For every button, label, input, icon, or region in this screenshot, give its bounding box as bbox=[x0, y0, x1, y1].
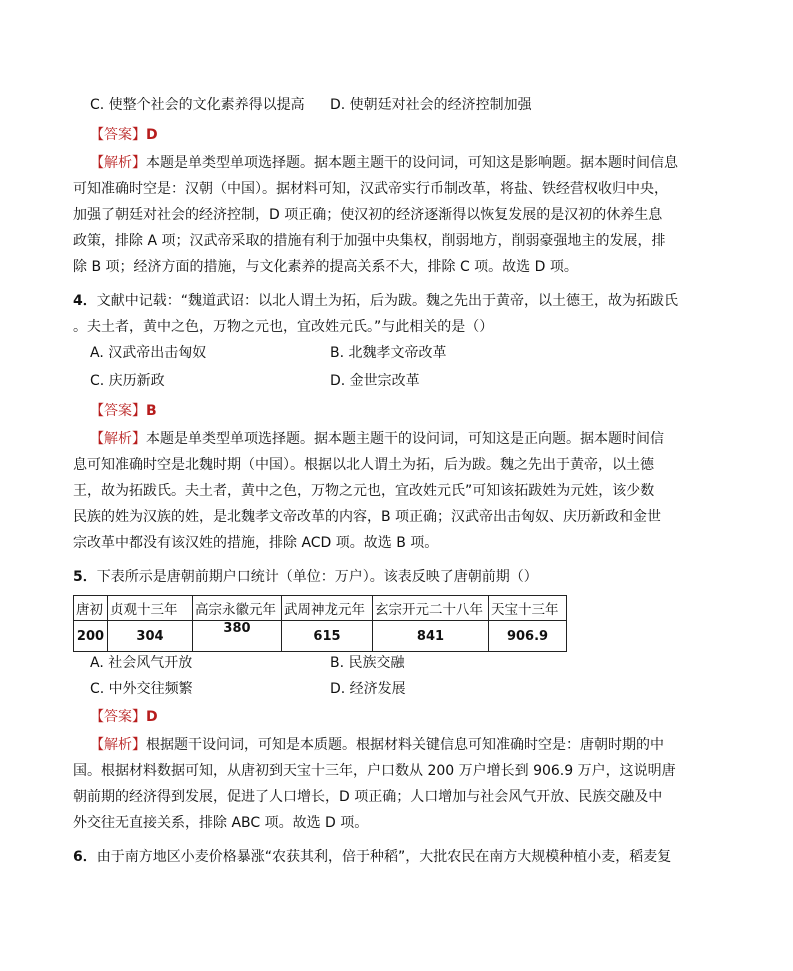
q4-option-b: B. 北魏孝文帝改革 bbox=[330, 345, 447, 361]
q5-answer bbox=[90, 708, 158, 726]
answer-value: D bbox=[146, 127, 158, 143]
q5-option-b: B. 民族交融 bbox=[330, 655, 405, 671]
q4-option-a: A. 汉武帝出击匈奴 bbox=[90, 345, 207, 361]
q5-analysis-line: 外交往无直接关系，排除 ABC 项。故选 D 项。 bbox=[73, 815, 369, 831]
table-row bbox=[74, 621, 567, 652]
analysis-tag: 【解析】 bbox=[90, 155, 146, 171]
population-table bbox=[73, 595, 567, 652]
q4-option-d: D. 金世宗改革 bbox=[330, 373, 420, 389]
q4-analysis-line: 宗改革中都没有该汉姓的措施，排除 ACD 项。故选 B 项。 bbox=[73, 535, 439, 551]
answer-tag: 【答案】 bbox=[90, 403, 146, 419]
q5-option-c: C. 中外交往频繁 bbox=[90, 681, 193, 697]
question-number: 6． bbox=[73, 849, 97, 865]
q5-analysis-line: 国。根据材料数据可知，从唐初到天宝十三年，户口数从 200 万户增长到 906.9 万户，这说明唐 bbox=[73, 763, 676, 779]
table-header-cell: 唐初 bbox=[74, 596, 108, 621]
q4-analysis-line: 民族的姓为汉族的姓，是北魏孝文帝改革的内容，B 项正确；汉武帝出击匈奴、庆历新政和金世 bbox=[73, 509, 662, 525]
analysis-tag: 【解析】 bbox=[90, 431, 146, 447]
table-header-cell: 贞观十三年 bbox=[108, 596, 193, 621]
q6-stem: 6．由于南方地区小麦价格暴涨“农获其利，倍于种稻”，大批农民在南方大规模种植小麦，稻麦复 bbox=[73, 849, 672, 865]
q4-stem-line: 4．文献中记载：“魏道武诏：以北人谓土为拓，后为跋。魏之先出于黄帝，以土德王，故为拓跋氏 bbox=[73, 293, 679, 309]
q3-analysis-line: 【解析】本题是单类型单项选择题。据本题主题干的设问词，可知这是影响题。据本题时间信息 bbox=[90, 155, 678, 171]
answer-tag: 【答案】 bbox=[90, 127, 146, 143]
table-cell: 906.9 bbox=[489, 621, 567, 652]
table-cell: 304 bbox=[108, 621, 193, 652]
q4-answer bbox=[90, 402, 157, 420]
table-header-row bbox=[74, 596, 567, 621]
q3-option-c: C. 使整个社会的文化素养得以提高 bbox=[90, 97, 305, 113]
table-cell: 380 bbox=[193, 621, 282, 652]
q3-analysis-line: 可知准确时空是：汉朝（中国）。据材料可知，汉武帝实行币制改革，将盐、铁经营权收归中央， bbox=[73, 181, 668, 197]
q3-analysis-line: 加强了朝廷对社会的经济控制，D 项正确；使汉初的经济逐渐得以恢复发展的是汉初的休养生息 bbox=[73, 207, 663, 223]
table-header-cell: 玄宗开元二十八年 bbox=[373, 596, 489, 621]
question-number: 5． bbox=[73, 569, 97, 585]
table-cell: 615 bbox=[282, 621, 373, 652]
question-number: 4． bbox=[73, 293, 97, 309]
q4-analysis-line: 【解析】本题是单类型单项选择题。据本题主题干的设问词，可知这是正向题。据本题时间信 bbox=[90, 431, 664, 447]
table-header-cell: 武周神龙元年 bbox=[282, 596, 373, 621]
answer-value: D bbox=[146, 709, 158, 725]
q3-analysis-line: 政策，排除 A 项；汉武帝采取的措施有利于加强中央集权，削弱地方，削弱豪强地主的发展，排 bbox=[73, 233, 666, 249]
table-cell: 841 bbox=[373, 621, 489, 652]
q3-option-d: D. 使朝廷对社会的经济控制加强 bbox=[330, 97, 532, 113]
analysis-tag: 【解析】 bbox=[90, 737, 146, 753]
answer-value: B bbox=[146, 403, 157, 419]
table-cell: 200 bbox=[74, 621, 108, 652]
answer-tag: 【答案】 bbox=[90, 709, 146, 725]
q5-analysis-line: 朝前期的经济得到发展，促进了人口增长，D 项正确；人口增加与社会风气开放、民族交融及中 bbox=[73, 789, 663, 805]
q4-analysis-line: 息可知准确时空是北魏时期（中国）。根据以北人谓土为拓，后为跋。魏之先出于黄帝，以土德 bbox=[73, 457, 654, 473]
table-header-cell: 天宝十三年 bbox=[489, 596, 567, 621]
q5-option-d: D. 经济发展 bbox=[330, 681, 406, 697]
q4-stem-line: 。夫土者，黄中之色，万物之元也，宜改姓元氏。”与此相关的是（） bbox=[73, 319, 494, 335]
q3-answer bbox=[90, 126, 158, 144]
q5-analysis-line: 【解析】根据题干设问词，可知是本质题。根据材料关键信息可知准确时空是：唐朝时期的中 bbox=[90, 737, 664, 753]
q4-option-c: C. 庆历新政 bbox=[90, 373, 165, 389]
q3-analysis-line: 除 B 项；经济方面的措施，与文化素养的提高关系不大，排除 C 项。故选 D 项。 bbox=[73, 259, 578, 275]
q4-analysis-line: 王，故为拓跋氏。夫土者，黄中之色，万物之元也，宜改姓元氏”可知该拓跋姓为元姓，该少数 bbox=[73, 483, 655, 499]
q5-stem: 5．下表所示是唐朝前期户口统计（单位：万户）。该表反映了唐朝前期（） bbox=[73, 569, 538, 585]
table-header-cell: 高宗永徽元年 bbox=[193, 596, 282, 621]
q5-option-a: A. 社会风气开放 bbox=[90, 655, 193, 671]
